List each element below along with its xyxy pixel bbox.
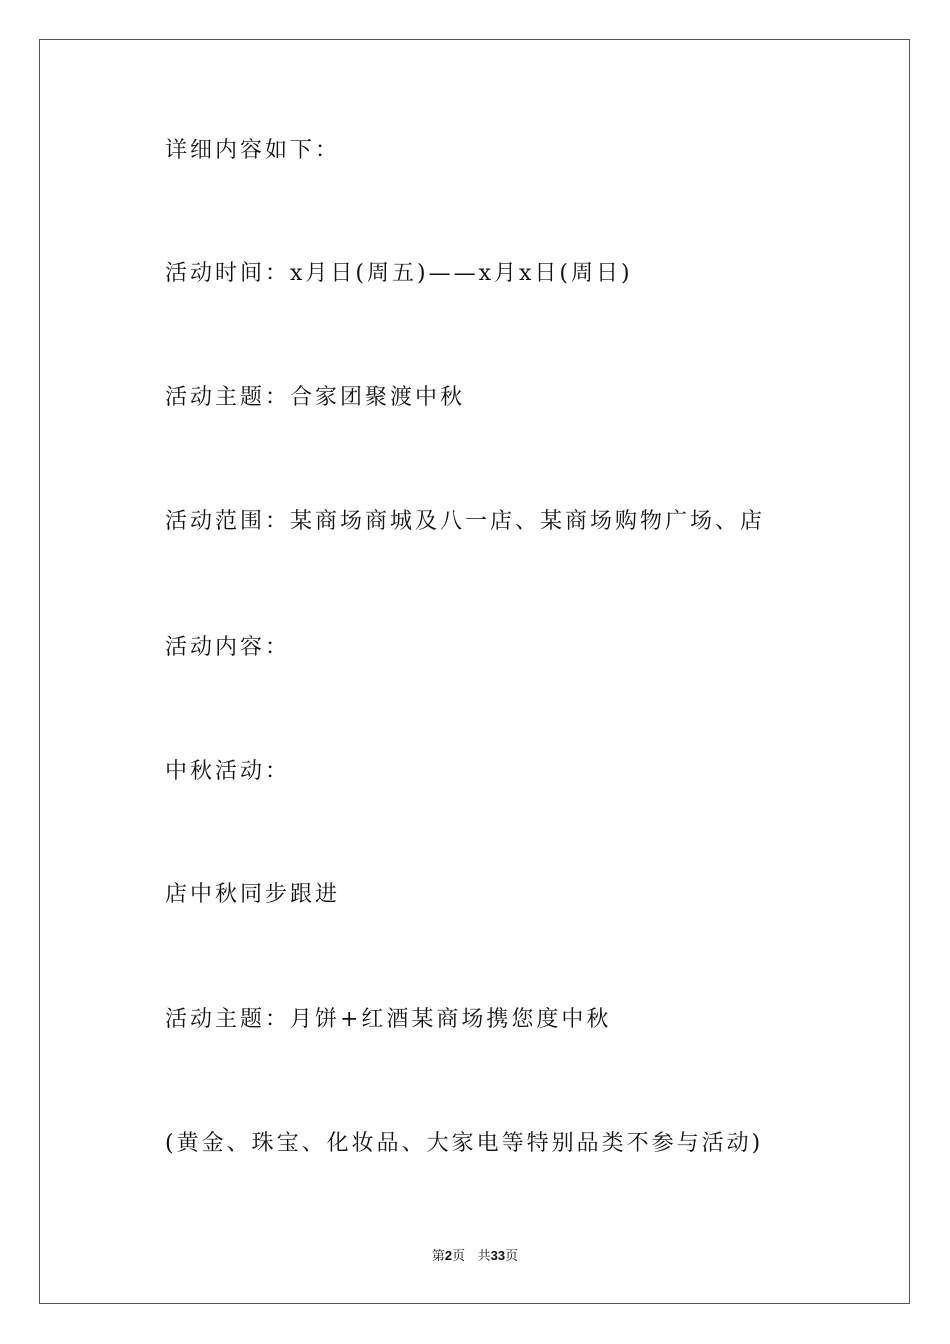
mid-autumn-activity-line: 中秋活动： <box>165 759 291 784</box>
intro-line: 详细内容如下： <box>165 138 341 163</box>
footer-total-prefix: 共 <box>477 1249 491 1264</box>
footer-page-prefix: 第 <box>431 1249 445 1264</box>
page-footer <box>0 1247 950 1266</box>
footer-total-suffix: 页 <box>505 1249 519 1264</box>
activity-scope-line: 活动范围：某商场商城及八一店、某商场购物广场、店 <box>165 509 766 534</box>
footer-page-number: 2 <box>444 1248 453 1263</box>
exclusion-note-line: (黄金、珠宝、化妆品、大家电等特别品类不参与活动) <box>165 1131 764 1156</box>
activity-theme-line-2: 活动主题：月饼+红酒某商场携您度中秋 <box>165 1007 612 1032</box>
activity-theme-line: 活动主题：合家团聚渡中秋 <box>165 385 466 410</box>
footer-total-pages: 33 <box>490 1248 506 1263</box>
footer-page-suffix: 页 <box>452 1249 466 1264</box>
store-follow-line: 店中秋同步跟进 <box>165 882 341 907</box>
activity-time-line: 活动时间：x月日(周五)——x月x日(周日) <box>165 261 633 286</box>
page-border <box>39 39 910 1304</box>
activity-content-line: 活动内容： <box>165 635 291 660</box>
